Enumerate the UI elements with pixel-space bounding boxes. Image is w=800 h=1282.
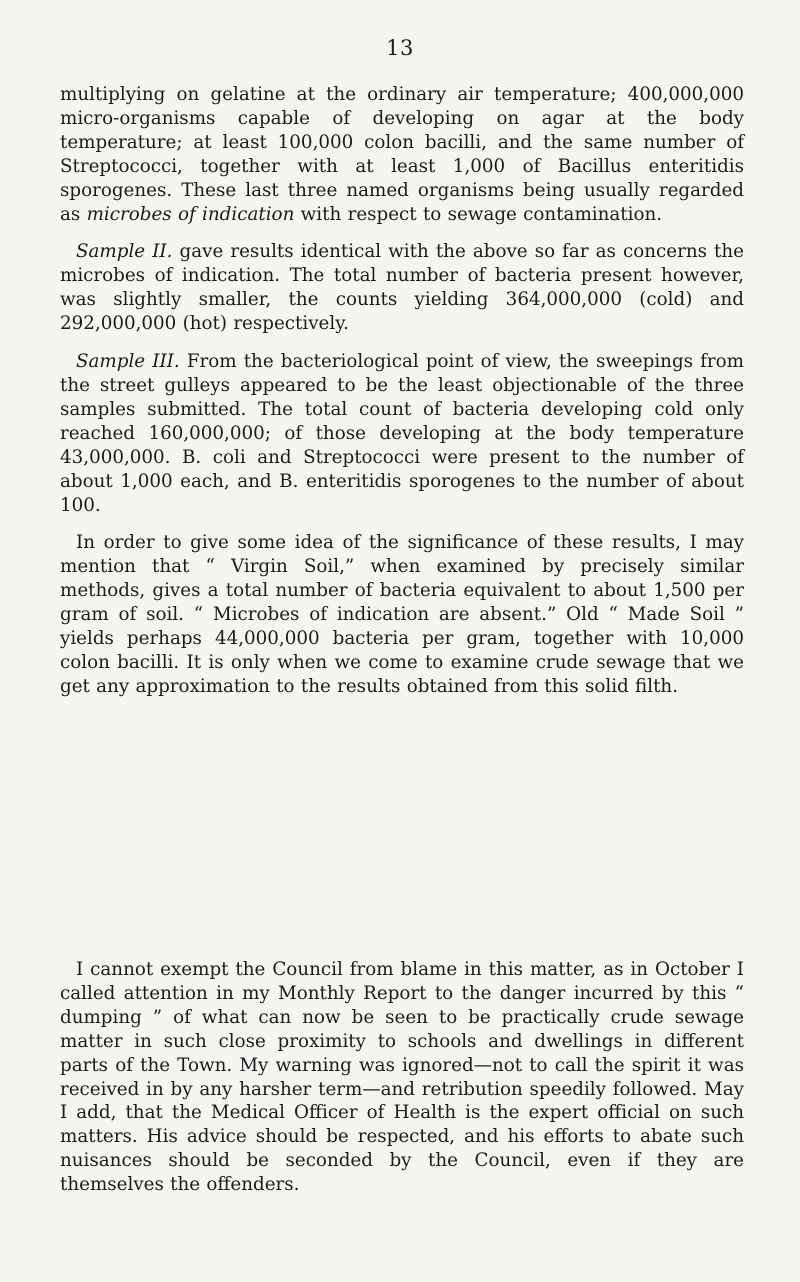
sample-label: Sample III. [76, 351, 180, 373]
italic-term: microbes of indication [86, 203, 295, 225]
paragraph-council-blame [60, 958, 744, 1197]
page-number: 13 [386, 36, 414, 60]
paragraph-sample-two [60, 240, 744, 336]
paragraph-sample-one-continued [60, 83, 744, 226]
body-text-upper [60, 83, 744, 699]
paragraph-text: From the bacteriological point of view, the sweepings from the street gulleys appeared to be the least objectionable of the three samples submitted. The total count of bacteria developing cold only reached 160,000,000; of those developing at the body temperature 43,000,000. B. coli and Streptococci were present to the number of about 1,000 each, and B. enteritidis sporogenes to the number of about 100. [60, 351, 744, 516]
sample-label: Sample II. [76, 241, 173, 263]
paragraph-text: gave results identical with the above so far as concerns the microbes of indication. The total number of bacteria present however, was slightly smaller, the counts yielding 364,000,000 (cold) and 292,000,000 (hot) respectively. [60, 241, 744, 335]
paragraph-text: multiplying on gelatine at the ordinary air temperature; 400,000,000 micro-organisms capable of developing on agar at the body temperature; at least 100,000 colon bacilli, and the same number of Streptococci, together with at least 1,000 of Bacillus enteritidis sporogenes. These last three named organisms being usually regarded as [60, 84, 744, 225]
paragraph-significance [60, 531, 744, 698]
body-text-lower [60, 958, 744, 1197]
paragraph-text: In order to give some idea of the significance of these results, I may mention that “ Virgin Soil,” when examined by precisely similar methods, gives a total number of bacteria equivalent to about 1,500 per gram of soil. “ Microbes of indication are absent.” Old “ Made Soil ” yields perhaps 44,000,000 bacteria per gram, together with 10,000 colon bacilli. It is only when we come to examine crude sewage that we get any approximation to the results obtained from this solid filth. [60, 532, 744, 697]
paragraph-text: with respect to sewage contamination. [294, 203, 663, 225]
paragraph-sample-three [60, 350, 744, 517]
paragraph-text: I cannot exempt the Council from blame in this matter, as in October I called attention in my Monthly Report to the danger incurred by this “ dumping ” of what can now be seen to be practically crude sewage matter in such close proximity to schools and dwellings in different parts of the Town. My warning was ignored—not to call the spirit it was received in by any harsher term—and retribution speedily followed. May I add, that the Medical Officer of Health is the expert official on such matters. His advice should be respected, and his efforts to abate such nuisances should be seconded by the Council, even if they are themselves the offenders. [60, 959, 744, 1196]
